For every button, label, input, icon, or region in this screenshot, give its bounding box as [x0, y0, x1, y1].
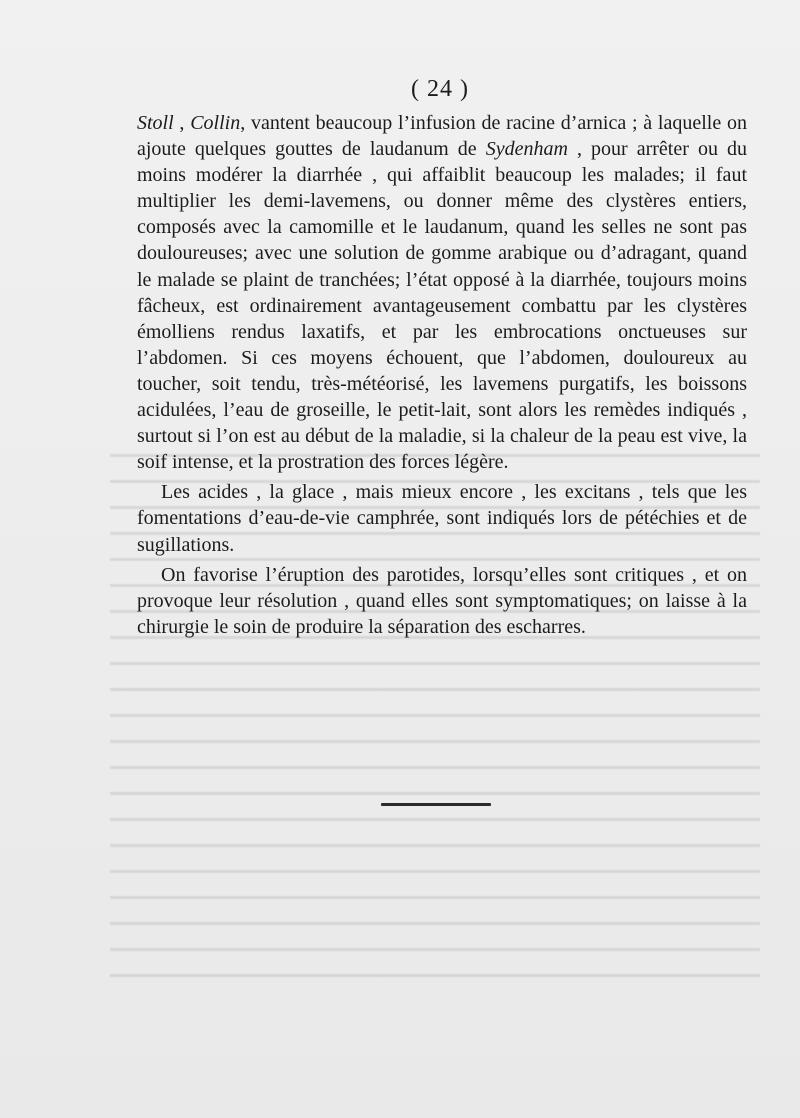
text-run: On favorise l’éruption des parotides, lorsqu’elles sont critiques , et on provoque leur résolution , quand elles sont symptomatiques; on laisse à la chirurgie le soin de produire la séparation des escharres. [137, 563, 747, 638]
italic-name: Collin [190, 112, 241, 134]
text-run: , [173, 112, 191, 134]
text-run: Les acides , la glace , mais mieux encore , les excitans , tels que les fomentations d’eau-de-vie camphrée, sont indiqués lors de pétéchies et de sugillations. [137, 481, 747, 556]
paragraph-3 [137, 562, 747, 640]
text-run: , pour arrêter ou du moins modérer la diarrhée , qui affaiblit beaucoup les malades; il faut multiplier les demi-lavemens, ou donner même des clystères entiers, composés avec la camomille et le laudanum, quand les selles ne sont pas douloureuses; avec une solution de gomme arabique ou d’adragant, quand le malade se plaint de tranchées; l’état opposé à la diarrhée, toujours moins fâcheux, est ordinairement avantageusement combattu par les clystères émolliens rendus laxatifs, et par les embrocations onctueuses sur l’abdomen. Si ces moyens échouent, que l’abdomen, douloureux au toucher, soit tendu, très-météorisé, les lavemens purgatifs, les boissons acidulées, l’eau de groseille, le petit-lait, sont alors les remèdes indiqués , surtout si l’on est au début de la maladie, si la chaleur de la peau est vive, la soif intense, et la prostration des forces légère. [137, 138, 748, 474]
italic-name: Stoll [137, 112, 174, 134]
page-number: ( 24 ) [411, 76, 469, 102]
body-text [137, 110, 747, 640]
text-run: , vantent beaucoup l’infusion de racine d’arnica ; à laquelle on ajoute quelques gouttes de laudanum de [137, 112, 747, 161]
paragraph-1 [137, 110, 747, 475]
italic-name: Sydenham [485, 138, 568, 161]
paragraph-2 [137, 479, 747, 557]
section-divider-rule [381, 803, 491, 806]
